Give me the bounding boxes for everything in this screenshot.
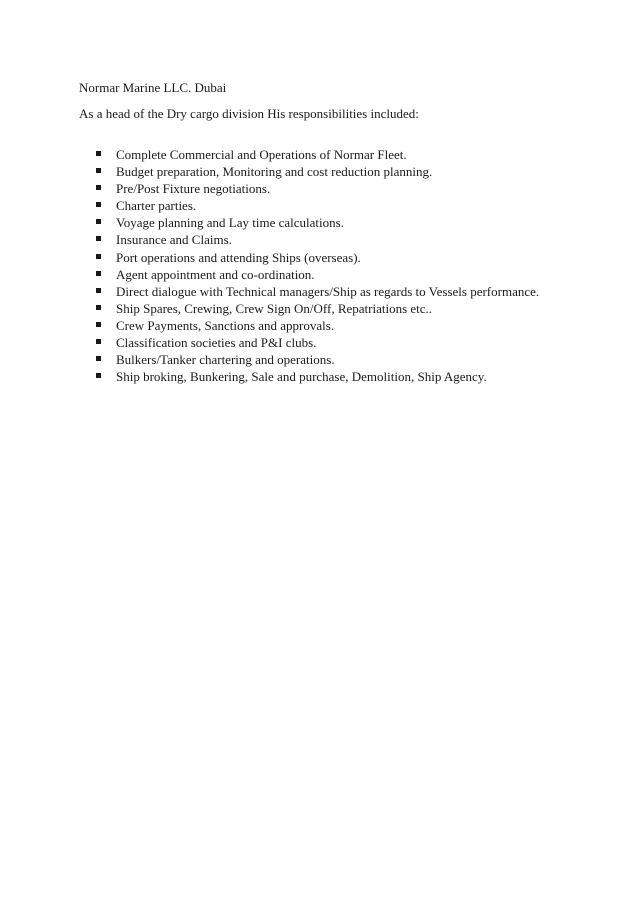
square-bullet-icon [96,373,101,378]
list-item-text: Agent appointment and co-ordination. [116,266,315,282]
square-bullet-icon [96,356,101,361]
list-item-text: Pre/Post Fixture negotiations. [116,181,271,197]
square-bullet-icon [96,185,101,190]
company-heading: Normar Marine LLC. Dubai [79,80,227,95]
square-bullet-icon [96,254,101,259]
square-bullet-icon [96,322,101,327]
list-item-text: Charter parties. [116,198,197,214]
list-item-text: Voyage planning and Lay time calculations. [116,215,344,231]
list-item-text: Insurance and Claims. [116,232,232,248]
square-bullet-icon [96,219,101,224]
intro-paragraph: As a head of the Dry cargo division His responsibilities included: [79,106,419,121]
square-bullet-icon [96,168,101,173]
list-item-text: Port operations and attending Ships (overseas). [116,249,361,265]
list-item-text: Classification societies and P&I clubs. [116,335,317,351]
square-bullet-icon [96,305,101,310]
list-item-text: Ship Spares, Crewing, Crew Sign On/Off, Repatriations etc.. [116,300,433,316]
list-item-text: Budget preparation, Monitoring and cost reduction planning. [116,164,433,180]
square-bullet-icon [96,339,101,344]
list-item-text: Bulkers/Tanker chartering and operations. [116,352,335,368]
square-bullet-icon [96,151,101,156]
square-bullet-icon [96,288,101,293]
list-item-text: Direct dialogue with Technical managers/Ship as regards to Vessels performance. [116,283,540,299]
square-bullet-icon [96,271,101,276]
square-bullet-icon [96,202,101,207]
list-item-text: Complete Commercial and Operations of Normar Fleet. [116,147,407,162]
list-item-text: Crew Payments, Sanctions and approvals. [116,317,335,333]
list-item-text: Ship broking, Bunkering, Sale and purchase, Demolition, Ship Agency. [116,369,487,385]
square-bullet-icon [96,236,101,241]
